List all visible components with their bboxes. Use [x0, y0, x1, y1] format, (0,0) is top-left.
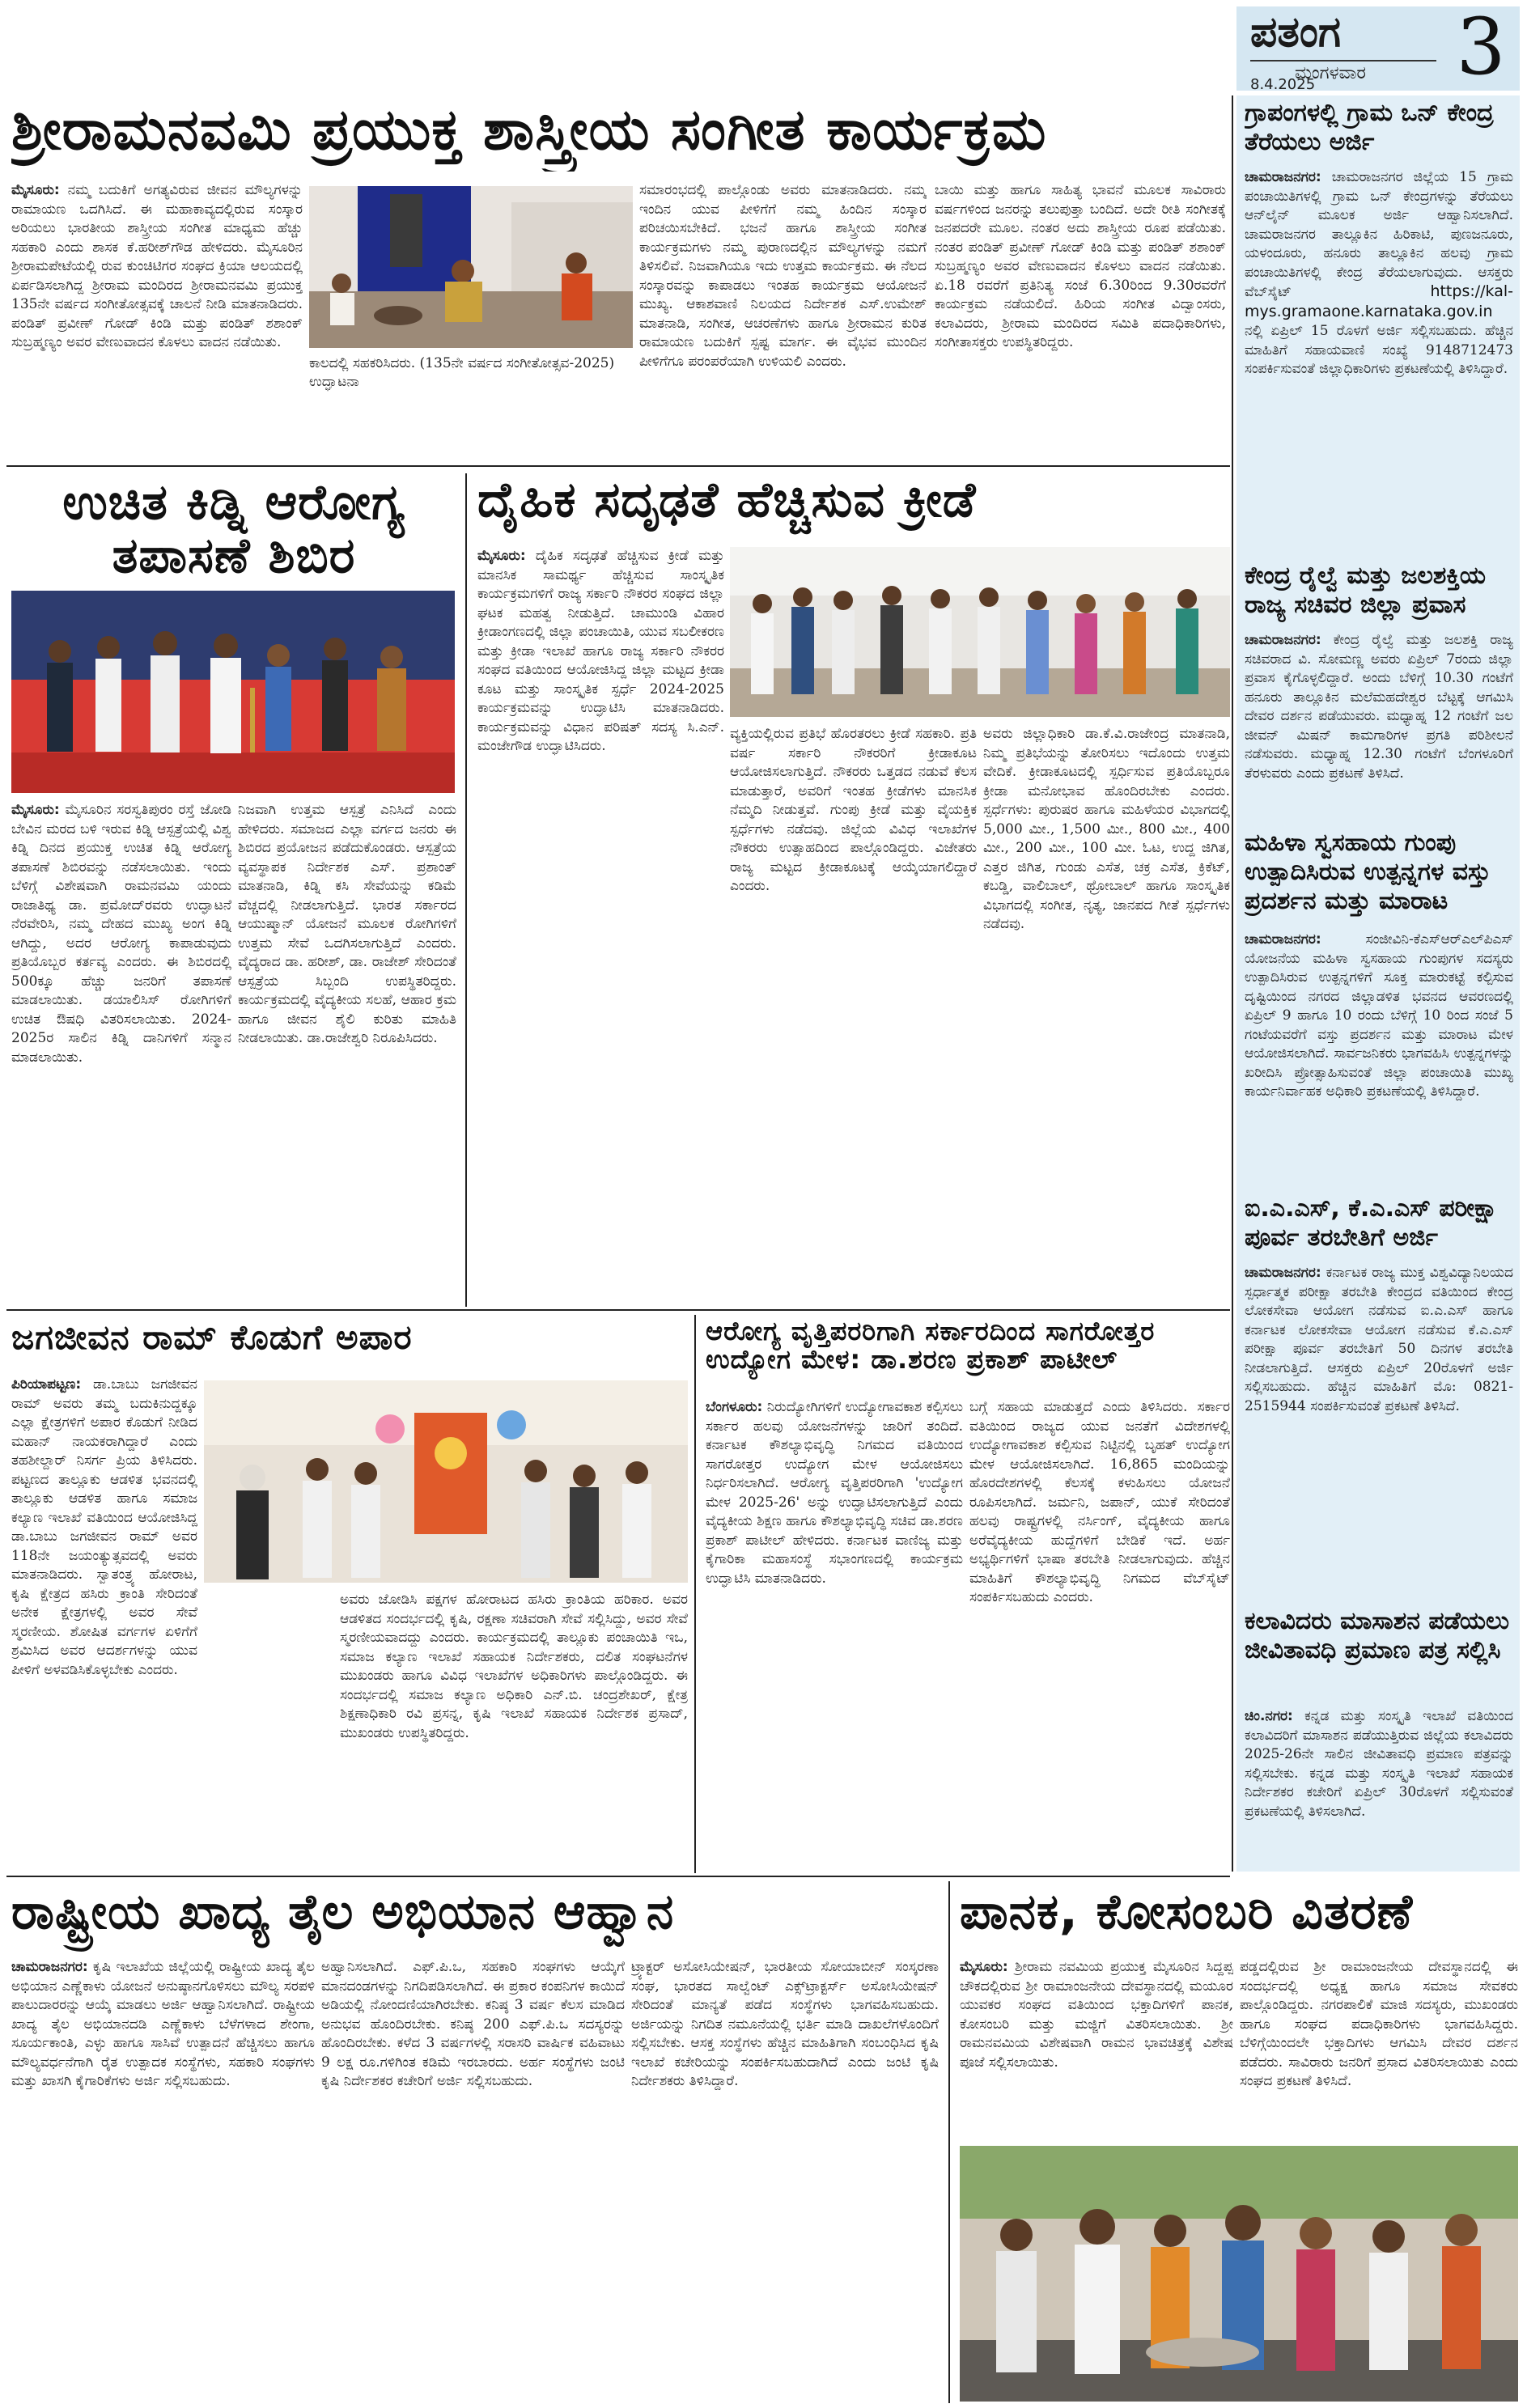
divider [6, 1876, 1230, 1877]
story4-dateline: ಪಿರಿಯಾಪಟ್ಟಣ: [11, 1376, 82, 1393]
sidebar-item-1-dateline: ಚಾಮರಾಜನಗರ: [1245, 169, 1321, 185]
story2-headline: ಉಚಿತ ಕಿಡ್ನಿ ಆರೋಗ್ಯ ತಪಾಸಣೆ ಶಿಬಿರ [62, 476, 405, 584]
jayanti-event-photo-illustration [204, 1380, 688, 1583]
story1-col1 [11, 181, 303, 460]
story5-dateline: ಬೆಂಗಳೂರು: [706, 1399, 763, 1415]
sidebar-item-2-body [1245, 631, 1513, 825]
story7-photo [960, 2146, 1518, 2402]
sidebar-item-4-text: ಕರ್ನಾಟಕ ರಾಜ್ಯ ಮುಕ್ತ ವಿಶ್ವವಿದ್ಯಾನಿಲಯದ ಸ್ಪರ್ಧಾತ್ಮಕ ಪರೀಕ್ಷಾ ತರಬೇತಿ ಕೇಂದ್ರದ ವತಿಯಿಂದ ಕೇಂದ್ರ ಲೋಕಸೇವಾ ಆಯೋಗ ನಡೆಸುವ ಐ.ಎ.ಎಸ್ ಹಾಗೂ ಕರ್ನಾಟಕ ಲೋಕಸೇವಾ ಆಯೋಗ ನಡೆಸುವ ಕೆ.ಎ.ಎಸ್ ಪರೀಕ್ಷಾ ಪೂರ್ವ ತರಬೇತಿಗೆ 50 ದಿನಗಳ ತರಬೇತಿ ನೀಡಲಾಗುತ್ತಿದೆ. ಆಸಕ್ತರು ಏಪ್ರಿಲ್ 20ರೊಳಗೆ ಅರ್ಜಿ ಸಲ್ಲಿಸಬಹುದು. ಹೆಚ್ಚಿನ ಮಾಹಿತಿಗೆ ಮೊ: 0821-2515944 ಸಂಪರ್ಕಿಸುವಂತೆ ಪ್ರಕಟಣೆ ತಿಳಿಸಿದೆ. [1245, 1265, 1513, 1414]
story1-dateline: ಮೈಸೂರು: [11, 182, 60, 198]
sidebar-item-5-headline: ಕಲಾವಿದರು ಮಾಸಾಶನ ಪಡೆಯಲು ಜೀವಿತಾವಧಿ ಪ್ರಮಾಣ ಪತ್ರ ಸಲ್ಲಿಸಿ [1245, 1607, 1510, 1664]
story6-col1 [11, 1958, 315, 2399]
divider [694, 1315, 696, 1873]
sidebar-item-3-body [1245, 931, 1513, 1189]
divider [6, 1309, 1230, 1311]
story6-dateline: ಚಾಮರಾಜನಗರ: [11, 1959, 88, 1975]
sidebar-item-4-body [1245, 1264, 1513, 1604]
story6-col2: ಅಹ್ವಾನಿಸಲಾಗಿದೆ. ಎಫ್.ಪಿ.ಒ, ಸಹಕಾರಿ ಸಂಘಗಳು ಆಯ್ಕೆಗೆ ಮಾನದಂಡಗಳನ್ನು ನಿಗದಿಪಡಿಸಲಾಗಿದೆ. ಈ ಪ್ರಕಾರ ಕಂಪನಿಗಳ ಕಾಯಿದೆ ಅಡಿಯಲ್ಲಿ ನೋಂದಣಿಯಾಗಿರಬೇಕು. ಕನಿಷ್ಠ 3 ವರ್ಷ ಕೆಲಸ ಮಾಡಿದ ಅನುಭವ ಹೊಂದಿರಬೇಕು. ಕನಿಷ್ಠ 200 ಎಫ್.ಪಿ.ಒ ಸದಸ್ಯರನ್ನು ಹೊಂದಿರಬೇಕು. ಕಳೆದ 3 ವರ್ಷಗಳಲ್ಲಿ ಸರಾಸರಿ ವಾರ್ಷಿಕ ವಹಿವಾಟು 9 ಲಕ್ಷ ರೂ.ಗಳಿಗಿಂತ ಕಡಿಮೆ ಇರಬಾರದು. ಅರ್ಹ ಸಂಸ್ಥೆಗಳು ಜಂಟಿ ಕೃಷಿ ನಿರ್ದೇಶಕರ ಕಚೇರಿಗೆ ಅರ್ಜಿ ಸಲ್ಲಿಸಬಹುದು. [321, 1959, 625, 2089]
prasad-distribution-photo-illustration [960, 2146, 1518, 2402]
story2-dateline: ಮೈಸೂರು: [11, 802, 60, 818]
story1-col3: ಬಾಯಿ ಮತ್ತು ಹಾಗೂ ಸಾಹಿತ್ಯ ಭಾವನೆ ಮೂಲಕ ಸಾವಿರಾರು ವರ್ಷಗಳಿಂದ ಜನರನ್ನು ತಲುಪುತ್ತಾ ಬಂದಿದೆ. ಅದೇ ರೀತಿ ಸಂಗೀತಕ್ಕೆ ಜನಪದರೇ ಮೂಲ. ನಂತರ ಅದು ಶಾಸ್ತ್ರೀಯ ರೂಪ ಪಡೆಯಿತು. ನಂತರ ಪಂಡಿತ್ ಪ್ರವೀಣ್ ಗೋಡ್ ಕಿಂಡಿ ಮತ್ತು ಪಂಡಿತ್ ಶಶಾಂಕ್ ಸುಬ್ರಹ್ಮಣ್ಯಂ ಅವರ ವೇಣುವಾದನ ಕೊಳಲು ವಾದನ ನಡೆಯಿತು. ಏ.18 ರವರೆಗೆ ಪ್ರತಿನಿತ್ಯ ಸಂಜೆ 6.30ರಿಂದ 9.30ರವರೆಗೆ ಕಾರ್ಯಕ್ರಮ ನಡೆಯಲಿದೆ. ಹಿರಿಯ ಸಂಗೀತ ವಿದ್ವಾಂಸರು, ಕಲಾವಿದರು, ಶ್ರೀರಾಮ ಮಂದಿರದ ಸಮಿತಿ ಪದಾಧಿಕಾರಿಗಳು, ಸಂಗೀತಾಸಕ್ತರು ಉಪಸ್ಥಿತರಿದ್ದರು. [935, 182, 1226, 350]
story6-headline: ರಾಷ್ಟ್ರೀಯ ಖಾದ್ಯ ತೈಲ ಅಭಿಯಾನ ಆಹ್ವಾನ [11, 1885, 675, 1940]
divider [6, 465, 1230, 467]
sidebar-item-3-dateline: ಚಾಮರಾಜನಗರ: [1245, 931, 1321, 948]
story2-col2: ನಿಜವಾಗಿ ಉತ್ತಮ ಆಸ್ಪತ್ರೆ ಎನಿಸಿದೆ ಎಂದು ಹೇಳಿದರು. ಸಮಾಜದ ಎಲ್ಲಾ ವರ್ಗದ ಜನರು ಈ ಶಿಬಿರದ ಪ್ರಯೋಜನ ಪಡೆದುಕೊಂಡರು. ಆಸ್ಪತ್ರೆಯ ವ್ಯವಸ್ಥಾಪಕ ನಿರ್ದೇಶಕ ಎಸ್. ಪ್ರಶಾಂತ್ ಮಾತನಾಡಿ, ಕಿಡ್ನಿ ಕಸಿ ಸೇವೆಯನ್ನು ಕಡಿಮೆ ವೆಚ್ಚದಲ್ಲಿ ನೀಡಲಾಗುತ್ತಿದೆ. ಭಾರತ ಸರ್ಕಾರದ ಆಯುಷ್ಮಾನ್ ಯೋಜನೆ ಮೂಲಕ ರೋಗಿಗಳಿಗೆ ಉತ್ತಮ ಸೇವೆ ಒದಗಿಸಲಾಗುತ್ತಿದೆ ಎಂದರು. ವೈದ್ಯರಾದ ಡಾ. ಹರೀಶ್, ಡಾ. ರಾಜೇಶ್ ಸೇರಿದಂತೆ ಆಸ್ಪತ್ರೆಯ ಸಿಬ್ಬಂದಿ ಉಪಸ್ಥಿತರಿದ್ದರು. ಕಾರ್ಯಕ್ರಮದಲ್ಲಿ ವೈದ್ಯಕೀಯ ಸಲಹೆ, ಆಹಾರ ಕ್ರಮ ಹಾಗೂ ಜೀವನ ಶೈಲಿ ಕುರಿತು ಮಾಹಿತಿ ನೀಡಲಾಯಿತು. ಡಾ.ರಾಜೇಶ್ವರಿ ನಿರೂಪಿಸಿದರು. [238, 802, 456, 1046]
page-number: 3 [1456, 8, 1506, 89]
story5-col1 [706, 1398, 963, 1872]
story2-photo [11, 591, 455, 793]
story3-col3: ಅವರು ಜಿಲ್ಲಾಧಿಕಾರಿ ಡಾ.ಕೆ.ವಿ.ರಾಜೇಂದ್ರ ಮಾತನಾಡಿ, ನಿಮ್ಮ ಪ್ರತಿಭೆಯನ್ನು ತೋರಿಸಲು ಇದೊಂದು ಉತ್ತಮ ವೇದಿಕೆ. ಕ್ರೀಡಾಕೂಟದಲ್ಲಿ ಸ್ಪರ್ಧಿಸುವ ಪ್ರತಿಯೊಬ್ಬರೂ ಕ್ರೀಡಾ ಮನೋಭಾವ ಹೊಂದಿರಬೇಕು ಎಂದರು. ಸ್ಪರ್ಧೆಗಳು: ಪುರುಷರ ಹಾಗೂ ಮಹಿಳೆಯರ ವಿಭಾಗದಲ್ಲಿ 5,000 ಮೀ., 1,500 ಮೀ., 800 ಮೀ., 400 ಮೀ., 200 ಮೀ., 100 ಮೀ. ಓಟ, ಉದ್ದ ಜಿಗಿತ, ಎತ್ತರ ಜಿಗಿತ, ಗುಂಡು ಎಸೆತ, ಚಕ್ರ ಎಸೆತ, ಕ್ರಿಕೆಟ್, ಕಬಡ್ಡಿ, ವಾಲಿಬಾಲ್, ಥ್ರೋಬಾಲ್ ಹಾಗೂ ಸಾಂಸ್ಕೃತಿಕ ವಿಭಾಗದಲ್ಲಿ ಸಂಗೀತ, ನೃತ್ಯ, ಜಾನಪದ ಗೀತೆ ಸ್ಪರ್ಧೆಗಳು ನಡೆದವು. [983, 726, 1230, 932]
story3-col2: ವ್ಯಕ್ತಿಯಲ್ಲಿರುವ ಪ್ರತಿಭೆ ಹೊರತರಲು ಕ್ರೀಡೆ ಸಹಕಾರಿ. ಪ್ರತಿ ವರ್ಷ ಸರ್ಕಾರಿ ನೌಕರರಿಗೆ ಕ್ರೀಡಾಕೂಟ ಆಯೋಜಿಸಲಾಗುತ್ತಿದೆ. ನೌಕರರು ಒತ್ತಡದ ನಡುವೆ ಕೆಲಸ ಮಾಡುತ್ತಾರೆ, ಅವರಿಗೆ ಇಂತಹ ಕ್ರೀಡೆಗಳು ಮಾನಸಿಕ ನೆಮ್ಮದಿ ನೀಡುತ್ತವೆ. ಗುಂಪು ಕ್ರೀಡೆ ಮತ್ತು ವೈಯಕ್ತಿಕ ಸ್ಪರ್ಧೆಗಳು ನಡೆದವು. ಜಿಲ್ಲೆಯ ವಿವಿಧ ಇಲಾಖೆಗಳ ನೌಕರರು ಉತ್ಸಾಹದಿಂದ ಪಾಲ್ಗೊಂಡಿದ್ದರು. ವಿಜೇತರು ರಾಜ್ಯ ಮಟ್ಟದ ಕ್ರೀಡಾಕೂಟಕ್ಕೆ ಆಯ್ಕೆಯಾಗಲಿದ್ದಾರೆ ಎಂದರು. [730, 726, 977, 894]
divider [948, 1881, 950, 2403]
divider [465, 473, 467, 1307]
sidebar-item-4-dateline: ಚಾಮರಾಜನಗರ: [1245, 1265, 1321, 1281]
story6-text1: ಕೃಷಿ ಇಲಾಖೆಯ ಜಿಲ್ಲೆಯಲ್ಲಿ ರಾಷ್ಟ್ರೀಯ ಖಾದ್ಯ ತೈಲ ಅಭಿಯಾನ ಎಣ್ಣೆಕಾಳು ಯೋಜನೆ ಅನುಷ್ಠಾನಗೊಳಿಸಲು ಮೌಲ್ಯ ಸರಪಳಿ ಪಾಲುದಾರರನ್ನು ಆಯ್ಕೆ ಮಾಡಲು ಅರ್ಜಿ ಆಹ್ವಾನಿಸಲಾಗಿದೆ. ರಾಷ್ಟ್ರೀಯ ಖಾದ್ಯ ತೈಲ ಅಭಿಯಾನದಡಿ ಎಣ್ಣೆಕಾಳು ಬೆಳೆಗಳಾದ ಶೇಂಗಾ, ಸೂರ್ಯಕಾಂತಿ, ಎಳ್ಳು ಹಾಗೂ ಸಾಸಿವೆ ಉತ್ಪಾದನೆ ಹೆಚ್ಚಿಸಲು ಹಾಗೂ ಮೌಲ್ಯವರ್ಧನೆಗಾಗಿ ರೈತ ಉತ್ಪಾದಕ ಸಂಸ್ಥೆಗಳು, ಸಹಕಾರಿ ಸಂಘಗಳು ಮತ್ತು ಖಾಸಗಿ ಕೈಗಾರಿಕೆಗಳು ಅರ್ಜಿ ಸಲ್ಲಿಸಬಹುದು. [11, 1959, 315, 2089]
sidebar-item-2-headline: ಕೇಂದ್ರ ರೈಲ್ವೆ ಮತ್ತು ಜಲಶಕ್ತಿಯ ರಾಜ್ಯ ಸಚಿವರ ಜಿಲ್ಲಾ ಪ್ರವಾಸ [1245, 562, 1487, 619]
story1-headline: ಶ್ರೀರಾಮನವಮಿ ಪ್ರಯುಕ್ತ ಶಾಸ್ತ್ರೀಯ ಸಂಗೀತ ಕಾರ್ಯಕ್ರಮ [11, 99, 1047, 163]
story3-headline: ದೈಹಿಕ ಸದೃಢತೆ ಹೆಚ್ಚಿಸುವ ಕ್ರೀಡೆ [477, 473, 977, 528]
concert-photo-illustration [309, 186, 633, 348]
story6-col3: ಟ್ರ್ಯಾಕ್ಟರ್ ಅಸೋಸಿಯೇಷನ್, ಭಾರತೀಯ ಸೋಯಾಬೀನ್ ಸಂಸ್ಕರಣಾ ಸಂಘ, ಭಾರತದ ಸಾಲ್ವೆಂಟ್ ಎಕ್ಸ್‌ಟ್ರಾಕ್ಟರ್ಸ್ ಅಸೋಸಿಯೇಷನ್ ಸೇರಿದಂತೆ ಮಾನ್ಯತೆ ಪಡೆದ ಸಂಸ್ಥೆಗಳು ಭಾಗವಹಿಸಬಹುದು. ಅರ್ಜಿಯನ್ನು ನಿಗದಿತ ನಮೂನೆಯಲ್ಲಿ ಭರ್ತಿ ಮಾಡಿ ದಾಖಲೆಗಳೊಂದಿಗೆ ಸಲ್ಲಿಸಬೇಕು. ಆಸಕ್ತ ಸಂಸ್ಥೆಗಳು ಹೆಚ್ಚಿನ ಮಾಹಿತಿಗಾಗಿ ಸಂಬಂಧಿಸಿದ ಕೃಷಿ ಇಲಾಖೆ ಕಚೇರಿಯನ್ನು ಸಂಪರ್ಕಿಸಬಹುದಾಗಿದೆ ಎಂದು ಜಂಟಿ ಕೃಷಿ ನಿರ್ದೇಶಕರು ತಿಳಿಸಿದ್ದಾರೆ. [631, 1959, 939, 2089]
sidebar-item-5-text: ಕನ್ನಡ ಮತ್ತು ಸಂಸ್ಕೃತಿ ಇಲಾಖೆ ವತಿಯಿಂದ ಕಲಾವಿದರಿಗೆ ಮಾಸಾಶನ ಪಡೆಯುತ್ತಿರುವ ಜಿಲ್ಲೆಯ ಕಲಾವಿದರು 2025-26ನೇ ಸಾಲಿನ ಜೀವಿತಾವಧಿ ಪ್ರಮಾಣ ಪತ್ರವನ್ನು ಸಲ್ಲಿಸಬೇಕು. ಕನ್ನಡ ಮತ್ತು ಸಂಸ್ಕೃತಿ ಇಲಾಖೆ ಸಹಾಯಕ ನಿರ್ದೇಶಕರ ಕಚೇರಿಗೆ ಏಪ್ರಿಲ್ 30ರೊಳಗೆ ಸಲ್ಲಿಸುವಂತೆ ಪ್ರಕಟಣೆಯಲ್ಲಿ ತಿಳಿಸಲಾಗಿದೆ. [1245, 1708, 1513, 1820]
sports-event-photo-illustration [730, 547, 1230, 717]
divider [1232, 95, 1233, 1872]
sidebar-item-1-text: ಚಾಮರಾಜನಗರ ಜಿಲ್ಲೆಯ 15 ಗ್ರಾಮ ಪಂಚಾಯಿತಿಗಳಲ್ಲಿ ಗ್ರಾಮ ಒನ್ ಕೇಂದ್ರಗಳನ್ನು ತೆರೆಯಲು ಆನ್‌ಲೈನ್ ಮೂಲಕ ಅರ್ಜಿ ಆಹ್ವಾನಿಸಲಾಗಿದೆ. ಚಾಮರಾಜನಗರ ತಾಲ್ಲೂಕಿನ ಹಿರಿಕಾಟಿ, ಪುಣಜನೂರು, ಯಳಂದೂರು, ಹನೂರು ತಾಲ್ಲೂಕಿನ ಹಲವು ಗ್ರಾಮ ಪಂಚಾಯಿತಿಗಳಲ್ಲಿ ಕೇಂದ್ರ ತೆರೆಯಲಾಗುವುದು. ಆಸಕ್ತರು ವೆಬ್‌ಸೈಟ್ [1245, 169, 1513, 300]
story7-headline: ಪಾನಕ, ಕೋಸಂಬರಿ ವಿತರಣೆ [960, 1885, 1414, 1940]
story1-photo [309, 186, 633, 348]
story1-col2: ಸಮಾರಂಭದಲ್ಲಿ ಪಾಲ್ಗೊಂಡು ಅವರು ಮಾತನಾಡಿದರು. ನಮ್ಮ ಇಂದಿನ ಯುವ ಪೀಳಿಗೆಗೆ ನಮ್ಮ ಹಿಂದಿನ ಸಂಸ್ಕಾರ ಪರಿಚಯಿಸಬೇಕಿದೆ. ಭಜನೆ ಹಾಗೂ ಶಾಸ್ತ್ರೀಯ ಸಂಗೀತ ಕಾರ್ಯಕ್ರಮಗಳು ನಮ್ಮ ಪುರಾಣದಲ್ಲಿನ ಮೌಲ್ಯಗಳನ್ನು ನಮಗೆ ತಿಳಿಸಲಿವೆ. ನಿಜವಾಗಿಯೂ ಇದು ಉತ್ತಮ ಕಾರ್ಯಕ್ರಮ. ಈ ನೆಲದ ಸಂಸ್ಕಾರವನ್ನು ಕಾಪಾಡಲು ಇಂತಹ ಕಾರ್ಯಕ್ರಮ ಆಯೋಜನೆ ಮುಖ್ಯ. ಆಕಾಶವಾಣಿ ನಿಲಯದ ನಿರ್ದೇಶಕ ಎಸ್.ಉಮೇಶ್ ಮಾತನಾಡಿ, ಸಂಗೀತ, ಆಚರಣೆಗಳು ಹಾಗೂ ಶ್ರೀರಾಮನ ಕುರಿತ ರಾಮಾಯಣ ಬದುಕಿಗೆ ಸ್ಪಷ್ಟ ಮಾರ್ಗ. ಈ ವೈಭವ ಮುಂದಿನ ಪೀಳಿಗೆಗೂ ಪರಂಪರೆಯಾಗಿ ಉಳಿಯಲಿ ಎಂದರು. [639, 182, 927, 370]
story7-dateline: ಮೈಸೂರು: [960, 1959, 1008, 1975]
story2-text1: ಮೈಸೂರಿನ ಸರಸ್ವತಿಪುರಂ ರಸ್ತೆ ಜೋಡಿ ಬೇವಿನ ಮರದ ಬಳಿ ಇರುವ ಕಿಡ್ನಿ ಆಸ್ಪತ್ರೆಯಲ್ಲಿ ವಿಶ್ವ ಕಿಡ್ನಿ ದಿನದ ಪ್ರಯುಕ್ತ ಉಚಿತ ಕಿಡ್ನಿ ಆರೋಗ್ಯ ತಪಾಸಣೆ ಶಿಬಿರವನ್ನು ನಡೆಸಲಾಯಿತು. ಇಂದು ಬೆಳಿಗ್ಗೆ ವಿಶೇಷವಾಗಿ ರಾಮನವಮಿ ಯಂದು ರಾಜಾತಿಥ್ಯ ಡಾ. ಪ್ರಮೋದ್‌ರವರು ಉದ್ಘಾಟನೆ ನೆರವೇರಿಸಿ, ನಮ್ಮ ದೇಹದ ಮುಖ್ಯ ಅಂಗ ಕಿಡ್ನಿ ಆಗಿದ್ದು, ಅದರ ಆರೋಗ್ಯ ಕಾಪಾಡುವುದು ಪ್ರತಿಯೊಬ್ಬರ ಕರ್ತವ್ಯ ಎಂದರು. ಈ ಶಿಬಿರದಲ್ಲಿ 500ಕ್ಕೂ ಹೆಚ್ಚು ಜನರಿಗೆ ತಪಾಸಣೆ ಮಾಡಲಾಯಿತು. ಡಯಾಲಿಸಿಸ್ ರೋಗಿಗಳಿಗೆ ಉಚಿತ ಔಷಧಿ ವಿತರಿಸಲಾಯಿತು. 2024-2025ರ ಸಾಲಿನ ಕಿಡ್ನಿ ದಾನಿಗಳಿಗೆ ಸನ್ಮಾನ ಮಾಡಲಾಯಿತು. [11, 802, 231, 1066]
story3-dateline: ಮೈಸೂರು: [477, 548, 526, 564]
story4-text1: ಡಾ.ಬಾಬು ಜಗಜೀವನ ರಾಮ್ ಅವರು ತಮ್ಮ ಬದುಕಿನುದ್ದಕ್ಕೂ ಎಲ್ಲಾ ಕ್ಷೇತ್ರಗಳಿಗೆ ಅಪಾರ ಕೊಡುಗೆ ನೀಡಿದ ಮಹಾನ್ ನಾಯಕರಾಗಿದ್ದಾರೆ ಎಂದು ತಹಶೀಲ್ದಾರ್ ನಿಸರ್ಗ ಪ್ರಿಯ ತಿಳಿಸಿದರು. ಪಟ್ಟಣದ ತಾಲ್ಲೂಕು ಆಡಳಿತ ಭವನದಲ್ಲಿ ತಾಲ್ಲೂಕು ಆಡಳಿತ ಹಾಗೂ ಸಮಾಜ ಕಲ್ಯಾಣ ಇಲಾಖೆ ವತಿಯಿಂದ ಆಯೋಜಿಸಿದ್ದ ಡಾ.ಬಾಬು ಜಗಜೀವನ ರಾಮ್ ಅವರ 118ನೇ ಜಯಂತ್ಯುತ್ಸವದಲ್ಲಿ ಅವರು ಮಾತನಾಡಿದರು. ಸ್ವಾತಂತ್ರ್ಯ ಹೋರಾಟ, ಕೃಷಿ ಕ್ಷೇತ್ರದ ಹಸಿರು ಕ್ರಾಂತಿ ಸೇರಿದಂತೆ ಅನೇಕ ಕ್ಷೇತ್ರಗಳಲ್ಲಿ ಅವರ ಸೇವೆ ಸ್ಮರಣೀಯ. ಶೋಷಿತ ವರ್ಗಗಳ ಏಳಿಗೆಗೆ ಶ್ರಮಿಸಿದ ಅವರ ಆದರ್ಶಗಳನ್ನು ಯುವ ಪೀಳಿಗೆ ಅಳವಡಿಸಿಕೊಳ್ಳಬೇಕು ಎಂದರು. [11, 1376, 197, 1678]
story5-text1: ನಿರುದ್ಯೋಗಿಗಳಿಗೆ ಉದ್ಯೋಗಾವಕಾಶ ಕಲ್ಪಿಸಲು ಸರ್ಕಾರ ಹಲವು ಯೋಜನೆಗಳನ್ನು ಜಾರಿಗೆ ತಂದಿದೆ. ಕರ್ನಾಟಕ ಕೌಶಲ್ಯಾಭಿವೃದ್ಧಿ ನಿಗಮದ ವತಿಯಿಂದ ಸಾಗರೋತ್ತರ ಉದ್ಯೋಗ ಮೇಳ ಆಯೋಜಿಸಲು ನಿರ್ಧರಿಸಲಾಗಿದೆ. ಆರೋಗ್ಯ ವೃತ್ತಿಪರರಿಗಾಗಿ 'ಉದ್ಯೋಗ ಮೇಳ 2025-26' ಅನ್ನು ಉದ್ಘಾಟಿಸಲಾಗುತ್ತಿದೆ ಎಂದು ವೈದ್ಯಕೀಯ ಶಿಕ್ಷಣ ಹಾಗೂ ಕೌಶಲ್ಯಾಭಿವೃದ್ಧಿ ಸಚಿವ ಡಾ.ಶರಣ ಪ್ರಕಾಶ್ ಪಾಟೀಲ್ ಹೇಳಿದರು. ಕರ್ನಾಟಕ ವಾಣಿಜ್ಯ ಮತ್ತು ಕೈಗಾರಿಕಾ ಮಹಾಸಂಸ್ಥೆ ಸಭಾಂಗಣದಲ್ಲಿ ಕಾರ್ಯಕ್ರಮ ಉದ್ಘಾಟಿಸಿ ಮಾತನಾಡಿದರು. [706, 1399, 963, 1587]
story3-photo [730, 547, 1230, 717]
sidebar-item-2-text: ಕೇಂದ್ರ ರೈಲ್ವೆ ಮತ್ತು ಜಲಶಕ್ತಿ ರಾಜ್ಯ ಸಚಿವರಾದ ವಿ. ಸೋಮಣ್ಣ ಅವರು ಏಪ್ರಿಲ್ 7ರಂದು ಜಿಲ್ಲಾ ಪ್ರವಾಸ ಕೈಗೊಳ್ಳಲಿದ್ದಾರೆ. ಅಂದು ಬೆಳಿಗ್ಗೆ 10.30 ಗಂಟೆಗೆ ಹನೂರು ತಾಲ್ಲೂಕಿನ ಮಲೆಮಹದೇಶ್ವರ ಬೆಟ್ಟಕ್ಕೆ ಆಗಮಿಸಿ ದೇವರ ದರ್ಶನ ಪಡೆಯುವರು. ಮಧ್ಯಾಹ್ನ 12 ಗಂಟೆಗೆ ಜಲ ಜೀವನ್ ಮಿಷನ್ ಕಾಮಗಾರಿಗಳ ಪ್ರಗತಿ ಪರಿಶೀಲನೆ ನಡೆಸುವರು. ಮಧ್ಯಾಹ್ನ 12.30 ಗಂಟೆಗೆ ಬೆಂಗಳೂರಿಗೆ ತೆರಳುವರು ಎಂದು ಪ್ರಕಟಣೆ ತಿಳಿಸಿದೆ. [1245, 632, 1513, 782]
story4-photo [204, 1380, 688, 1583]
story7-col2: ಪಡ್ಡದಲ್ಲಿರುವ ಶ್ರೀ ರಾಮಾಂಜನೇಯ ದೇವಸ್ಥಾನದಲ್ಲಿ ಈ ಸಂದರ್ಭದಲ್ಲಿ ಅಧ್ಯಕ್ಷ ಹಾಗೂ ಸಮಾಜ ಸೇವಕರು ಪಾಲ್ಗೊಂಡಿದ್ದರು. ನಗರಪಾಲಿಕೆ ಮಾಜಿ ಸದಸ್ಯರು, ಮುಖಂಡರು ಹಾಗೂ ಸಂಘದ ಪದಾಧಿಕಾರಿಗಳು ಭಾಗವಹಿಸಿದ್ದರು. ಬೆಳಿಗ್ಗೆಯಿಂದಲೇ ಭಕ್ತಾದಿಗಳು ಆಗಮಿಸಿ ದೇವರ ದರ್ಶನ ಪಡೆದರು. ಸಾವಿರಾರು ಜನರಿಗೆ ಪ್ರಸಾದ ವಿತರಿಸಲಾಯಿತು ಎಂದು ಸಂಘದ ಪ್ರಕಟಣೆ ತಿಳಿಸಿದೆ. [1240, 1959, 1518, 2089]
issue-date: 8.4.2025 [1250, 76, 1316, 93]
sidebar-item-4-headline: ಐ.ಎ.ಎಸ್, ಕೆ.ಎ.ಎಸ್ ಪರೀಕ್ಷಾ ಪೂರ್ವ ತರಬೇತಿಗೆ ಅರ್ಜಿ [1245, 1194, 1498, 1252]
health-camp-photo-illustration [11, 591, 455, 793]
story4-col1 [11, 1376, 197, 1869]
story7-text1: ಶ್ರೀರಾಮ ನವಮಿಯ ಪ್ರಯುಕ್ತ ಮೈಸೂರಿನ ಸಿದ್ದಪ್ಪ ಚೌಕದಲ್ಲಿರುವ ಶ್ರೀ ರಾಮಾಂಜನೇಯ ದೇವಸ್ಥಾನದಲ್ಲಿ ಮಯೂರ ಯುವಕರ ಸಂಘದ ವತಿಯಿಂದ ಭಕ್ತಾದಿಗಳಿಗೆ ಪಾನಕ, ಕೋಸಂಬರಿ ಮತ್ತು ಮಜ್ಜಿಗೆ ವಿತರಿಸಲಾಯಿತು. ಶ್ರೀ ರಾಮನವಮಿಯ ವಿಶೇಷವಾಗಿ ರಾಮನ ಭಾವಚಿತ್ರಕ್ಕೆ ವಿಶೇಷ ಪೂಜೆ ಸಲ್ಲಿಸಲಾಯಿತು. [960, 1959, 1233, 2071]
sidebar-item-5-dateline: ಚಿಂ.ನಗರ: [1245, 1708, 1293, 1724]
paper-name: ಪತಂಗ [1250, 11, 1342, 57]
sidebar-item-3-headline: ಮಹಿಳಾ ಸ್ವಸಹಾಯ ಗುಂಪು ಉತ್ಪಾದಿಸಿರುವ ಉತ್ಪನ್ನಗಳ ವಸ್ತು ಪ್ರದರ್ಶನ ಮತ್ತು ಮಾರಾಟ [1245, 829, 1491, 915]
issue-day: ಮಂಗಳವಾರ [1295, 63, 1367, 83]
story3-text1: ದೈಹಿಕ ಸದೃಢತೆ ಹೆಚ್ಚಿಸುವ ಕ್ರೀಡೆ ಮತ್ತು ಮಾನಸಿಕ ಸಾಮರ್ಥ್ಯ ಹೆಚ್ಚಿಸುವ ಸಾಂಸ್ಕೃತಿಕ ಕಾರ್ಯಕ್ರಮಗಳಿಗೆ ರಾಜ್ಯ ಸರ್ಕಾರಿ ನೌಕರರ ಸಂಘದ ಜಿಲ್ಲಾ ಘಟಕ ಮಹತ್ವ ನೀಡುತ್ತಿದೆ. ಚಾಮುಂಡಿ ವಿಹಾರ ಕ್ರೀಡಾಂಗಣದಲ್ಲಿ ಜಿಲ್ಲಾ ಪಂಚಾಯಿತಿ, ಯುವ ಸಬಲೀಕರಣ ಮತ್ತು ಕ್ರೀಡಾ ಇಲಾಖೆ ಹಾಗೂ ರಾಜ್ಯ ಸರ್ಕಾರಿ ನೌಕರರ ಸಂಘದ ವತಿಯಿಂದ ಆಯೋಜಿಸಿದ್ದ ಜಿಲ್ಲಾ ಮಟ್ಟದ ಕ್ರೀಡಾ ಕೂಟ ಮತ್ತು ಸಾಂಸ್ಕೃತಿಕ ಸ್ಪರ್ಧೆ 2024-2025 ಕಾರ್ಯಕ್ರಮವನ್ನು ಉದ್ಘಾಟಿಸಿ ಮಾತನಾಡಿದರು. ಕಾರ್ಯಕ್ರಮವನ್ನು ವಿಧಾನ ಪರಿಷತ್ ಸದಸ್ಯ ಸಿ.ಎನ್. ಮಂಜೇಗೌಡ ಉದ್ಘಾಟಿಸಿದರು. [477, 548, 724, 754]
story5-col2: ಬಗ್ಗೆ ಸಹಾಯ ಮಾಡುತ್ತದೆ ಎಂದು ತಿಳಿಸಿದರು. ಸರ್ಕಾರ ವತಿಯಿಂದ ರಾಜ್ಯದ ಯುವ ಜನತೆಗೆ ವಿದೇಶಗಳಲ್ಲಿ ಉದ್ಯೋಗಾವಕಾಶ ಕಲ್ಪಿಸುವ ನಿಟ್ಟಿನಲ್ಲಿ ಬೃಹತ್ ಉದ್ಯೋಗ ಮೇಳ ಆಯೋಜಿಸಲಾಗಿದೆ. 16,865 ಮಂದಿಯನ್ನು ಹೊರದೇಶಗಳಲ್ಲಿ ಕೆಲಸಕ್ಕೆ ಕಳುಹಿಸಲು ಯೋಜನೆ ರೂಪಿಸಲಾಗಿದೆ. ಜರ್ಮನಿ, ಜಪಾನ್, ಯುಕೆ ಸೇರಿದಂತೆ ಹಲವು ರಾಷ್ಟ್ರಗಳಲ್ಲಿ ನರ್ಸಿಂಗ್, ವೈದ್ಯಕೀಯ ಹಾಗೂ ಅರೆವೈದ್ಯಕೀಯ ಹುದ್ದೆಗಳಿಗೆ ಬೇಡಿಕೆ ಇದೆ. ಅರ್ಹ ಅಭ್ಯರ್ಥಿಗಳಿಗೆ ಭಾಷಾ ತರಬೇತಿ ನೀಡಲಾಗುವುದು. ಹೆಚ್ಚಿನ ಮಾಹಿತಿಗೆ ಕೌಶಲ್ಯಾಭಿವೃದ್ಧಿ ನಿಗಮದ ವೆಬ್‌ಸೈಟ್ ಸಂಪರ್ಕಿಸಬಹುದು ಎಂದರು. [969, 1399, 1230, 1605]
sidebar-item-2-dateline: ಚಾಮರಾಜನಗರ: [1245, 632, 1321, 648]
story4-col2: ಅವರು ಜೋಡಿಸಿ ಪಕ್ಷಗಳ ಹೋರಾಟದ ಹಸಿರು ಕ್ರಾಂತಿಯ ಹರಿಕಾರ. ಅವರ ಆಡಳಿತದ ಸಂದರ್ಭದಲ್ಲಿ ಕೃಷಿ, ರಕ್ಷಣಾ ಸಚಿವರಾಗಿ ಸೇವೆ ಸಲ್ಲಿಸಿದ್ದು, ಅವರ ಸೇವೆ ಸ್ಮರಣೀಯವಾದದ್ದು ಎಂದರು. ಕಾರ್ಯಕ್ರಮದಲ್ಲಿ ತಾಲ್ಲೂಕು ಪಂಚಾಯಿತಿ ಇಒ, ಸಮಾಜ ಕಲ್ಯಾಣ ಇಲಾಖೆ ಸಹಾಯಕ ನಿರ್ದೇಶಕರು, ದಲಿತ ಸಂಘಟನೆಗಳ ಮುಖಂಡರು ಹಾಗೂ ವಿವಿಧ ಇಲಾಖೆಗಳ ಅಧಿಕಾರಿಗಳು ಪಾಲ್ಗೊಂಡಿದ್ದರು. ಈ ಸಂದರ್ಭದಲ್ಲಿ ಸಮಾಜ ಕಲ್ಯಾಣ ಅಧಿಕಾರಿ ಎನ್.ಬಿ. ಚಂದ್ರಶೇಖರ್, ಕ್ಷೇತ್ರ ಶಿಕ್ಷಣಾಧಿಕಾರಿ ರವಿ ಪ್ರಸನ್ನ, ಕೃಷಿ ಇಲಾಖೆ ಸಹಾಯಕ ನಿರ್ದೇಶಕ ಪ್ರಸಾದ್, ಮುಖಂಡರು ಉಪಸ್ಥಿತರಿದ್ದರು. [340, 1592, 688, 1741]
gramaone-link[interactable]: https://kal-mys.gramaone.karnataka.gov.in [1245, 282, 1513, 320]
story5-headline: ಆರೋಗ್ಯ ವೃತ್ತಿಪರರಿಗಾಗಿ ಸರ್ಕಾರದಿಂದ ಸಾಗರೋತ್ತರ ಉದ್ಯೋಗ ಮೇಳ: ಡಾ.ಶರಣ ಪ್ರಕಾಶ್ ಪಾಟೀಲ್ [706, 1317, 1156, 1376]
sidebar-item-1-body [1245, 168, 1513, 557]
story4-headline: ಜಗಜೀವನ ರಾಮ್ ಕೊಡುಗೆ ಅಪಾರ [11, 1319, 413, 1357]
masthead-rule [1250, 60, 1436, 61]
sidebar-item-1-tail: ನಲ್ಲಿ ಏಪ್ರಿಲ್ 15 ರೊಳಗೆ ಅರ್ಜಿ ಸಲ್ಲಿಸಬಹುದು. ಹೆಚ್ಚಿನ ಮಾಹಿತಿಗೆ ಸಹಾಯವಾಣಿ ಸಂಖ್ಯೆ 9148712473 ಸಂಪರ್ಕಿಸುವಂತೆ ಜಿಲ್ಲಾಧಿಕಾರಿಗಳು ಪ್ರಕಟಣೆಯಲ್ಲಿ ತಿಳಿಸಿದ್ದಾರೆ. [1245, 323, 1513, 377]
story2-col1 [11, 801, 231, 1303]
story3-col1 [477, 547, 724, 1304]
story7-col1 [960, 1958, 1233, 2140]
story1-text1: ನಮ್ಮ ಬದುಕಿಗೆ ಅಗತ್ಯವಿರುವ ಜೀವನ ಮೌಲ್ಯಗಳನ್ನು ರಾಮಾಯಣ ಒದಗಿಸಿದೆ. ಈ ಮಹಾಕಾವ್ಯದಲ್ಲಿರುವ ಸಂಸ್ಕಾರ ಅರಿಯಲು ಭಾರತೀಯ ಶಾಸ್ತ್ರೀಯ ಸಂಗೀತ ಮಾಧ್ಯಮ ಹೆಚ್ಚು ಸಹಕಾರಿ ಎಂದು ಶಾಸಕ ಕೆ.ಹರೀಶ್‌ಗೌಡ ಹೇಳಿದರು. ಮೈಸೂರಿನ ಶ್ರೀರಾಮಪೇಟೆಯಲ್ಲಿ ರುವ ಕುಂಚಿಟಿಗರ ಸಂಘದ ಕ್ರಿಯಾ ಆಲಯದಲ್ಲಿ ಏರ್ಪಡಿಸಲಾಗಿದ್ದ ಶ್ರೀರಾಮ ಮಂದಿರದ ಶ್ರೀರಾಮನವಮಿ ಪ್ರಯುಕ್ತ 135ನೇ ವರ್ಷದ ಸಂಗೀತೋತ್ಸವಕ್ಕೆ ಚಾಲನೆ ನೀಡಿ ಮಾತನಾಡಿದರು. ಪಂಡಿತ್ ಪ್ರವೀಣ್ ಗೋಡ್ ಕಿಂಡಿ ಮತ್ತು ಪಂಡಿತ್ ಶಶಾಂಕ್ ಸುಬ್ರಹ್ಮಣ್ಯಂ ಅವರ ವೇಣುವಾದನ ಕೊಳಲು ವಾದನ ನಡೆಯಿತು. [11, 182, 303, 350]
sidebar-item-1-headline: ಗ್ರಾಪಂಗಳಲ್ಲಿ ಗ್ರಾಮ ಒನ್ ಕೇಂದ್ರ ತೆರೆಯಲು ಅರ್ಜಿ [1245, 99, 1494, 156]
sidebar-item-5-body [1245, 1707, 1513, 1869]
sidebar-item-3-text: ಸಂಜೀವಿನಿ-ಕೆಎಸ್‌ಆರ್‌ಎಲ್‌ಪಿಎಸ್ ಯೋಜನೆಯ ಮಹಿಳಾ ಸ್ವಸಹಾಯ ಗುಂಪುಗಳ ಸದಸ್ಯರು ಉತ್ಪಾದಿಸಿರುವ ಉತ್ಪನ್ನಗಳಿಗೆ ಸೂಕ್ತ ಮಾರುಕಟ್ಟೆ ಕಲ್ಪಿಸುವ ದೃಷ್ಟಿಯಿಂದ ನಗರದ ಜಿಲ್ಲಾಡಳಿತ ಭವನದ ಆವರಣದಲ್ಲಿ ಏಪ್ರಿಲ್ 9 ಹಾಗೂ 10 ರಂದು ಬೆಳಿಗ್ಗೆ 10 ರಿಂದ ಸಂಜೆ 5 ಗಂಟೆಯವರೆಗೆ ವಸ್ತು ಪ್ರದರ್ಶನ ಮತ್ತು ಮಾರಾಟ ಮೇಳ ಆಯೋಜಿಸಲಾಗಿದೆ. ಸಾರ್ವಜನಿಕರು ಭಾಗವಹಿಸಿ ಉತ್ಪನ್ನಗಳನ್ನು ಖರೀದಿಸಿ ಪ್ರೋತ್ಸಾಹಿಸುವಂತೆ ಜಿಲ್ಲಾ ಪಂಚಾಯಿತಿ ಮುಖ್ಯ ಕಾರ್ಯನಿರ್ವಾಹಕ ಅಧಿಕಾರಿ ಪ್ರಕಟಣೆಯಲ್ಲಿ ತಿಳಿಸಿದ್ದಾರೆ. [1245, 931, 1513, 1100]
story1-caption: ಕಾಲದಲ್ಲಿ ಸಹಕರಿಸಿದರು. (135ನೇ ವರ್ಷದ ಸಂಗೀತೋತ್ಸವ-2025) ಉದ್ಘಾಟನಾ [309, 355, 615, 390]
